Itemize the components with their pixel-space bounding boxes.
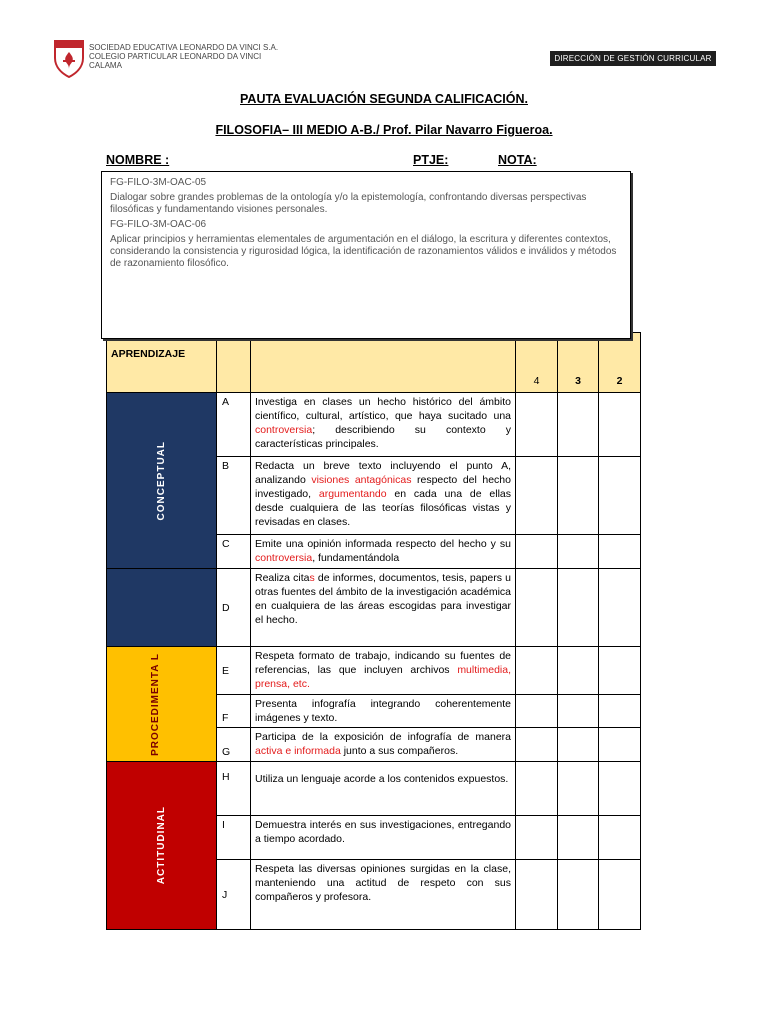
description-header bbox=[251, 333, 516, 393]
school-crest-icon bbox=[53, 38, 85, 78]
row-description: Demuestra interés en sus investigaciones, entregando a tiempo acordado. bbox=[251, 816, 516, 860]
score-cell-3[interactable] bbox=[558, 457, 599, 535]
letter-header bbox=[217, 333, 251, 393]
score-cell-2[interactable] bbox=[599, 393, 641, 457]
score-cell-2[interactable] bbox=[599, 569, 641, 647]
score-cell-4[interactable] bbox=[516, 860, 558, 930]
learning-header: APRENDIZAJE bbox=[107, 333, 217, 393]
row-letter: H bbox=[217, 762, 251, 816]
score-cell-3[interactable] bbox=[558, 762, 599, 816]
institution-line: CALAMA bbox=[89, 61, 122, 70]
score-col-3: 3 bbox=[558, 333, 599, 393]
score-cell-3[interactable] bbox=[558, 647, 599, 695]
score-cell-2[interactable] bbox=[599, 728, 641, 762]
category-procedimental bbox=[107, 647, 217, 762]
objective-text: Dialogar sobre grandes problemas de la ontología y/o la epistemología, confrontando diversas perspectivas filosóficas y fundamentando visiones personales. bbox=[110, 192, 587, 215]
row-letter: I bbox=[217, 816, 251, 860]
score-cell-3[interactable] bbox=[558, 535, 599, 569]
rubric-table bbox=[106, 332, 641, 930]
row-letter: G bbox=[217, 728, 251, 762]
table-row bbox=[107, 647, 641, 695]
document-title: PAUTA EVALUACIÓN SEGUNDA CALIFICACIÓN. bbox=[240, 92, 528, 106]
row-letter: D bbox=[217, 569, 251, 647]
score-cell-4[interactable] bbox=[516, 535, 558, 569]
row-letter: B bbox=[217, 457, 251, 535]
row-description: Redacta un breve texto incluyendo el punto A, analizando visiones antagónicas respecto del hecho investigado, argumentando en cada una de ellas desde cualquiera de las teorías filosóficas vistas y revisadas en clases. bbox=[251, 457, 516, 535]
objective-code: FG-FILO-3M-OAC-05 bbox=[110, 177, 207, 188]
score-cell-4[interactable] bbox=[516, 695, 558, 728]
category-conceptual bbox=[107, 393, 217, 569]
department-badge: DIRECCIÓN DE GESTIÓN CURRICULAR bbox=[550, 51, 716, 66]
row-description: Respeta las diversas opiniones surgidas en la clase, manteniendo una actitud de respeto con sus compañeros y profesora. bbox=[251, 860, 516, 930]
table-header-row bbox=[107, 333, 641, 393]
category-label: ACTITUDINAL bbox=[155, 806, 167, 885]
score-label: PTJE: bbox=[413, 153, 449, 167]
score-cell-2[interactable] bbox=[599, 647, 641, 695]
table-row bbox=[107, 762, 641, 816]
row-letter: J bbox=[217, 860, 251, 930]
category-label: PROCEDIMENTA L bbox=[149, 652, 161, 756]
score-cell-4[interactable] bbox=[516, 762, 558, 816]
score-cell-2[interactable] bbox=[599, 457, 641, 535]
row-description: Presenta infografía integrando coherentemente imágenes y texto. bbox=[251, 695, 516, 728]
row-description: Utiliza un lenguaje acorde a los contenidos expuestos. bbox=[251, 762, 516, 816]
score-cell-3[interactable] bbox=[558, 393, 599, 457]
name-label: NOMBRE : bbox=[106, 153, 170, 167]
institution-line: COLEGIO PARTICULAR LEONARDO DA VINCI bbox=[89, 52, 262, 61]
score-cell-4[interactable] bbox=[516, 457, 558, 535]
score-cell-2[interactable] bbox=[599, 535, 641, 569]
category-actitudinal bbox=[107, 762, 217, 930]
row-description: Participa de la exposición de infografía de manera activa e informada junto a sus compañeros. bbox=[251, 728, 516, 762]
score-col-4: 4 bbox=[516, 333, 558, 393]
score-cell-4[interactable] bbox=[516, 728, 558, 762]
score-cell-4[interactable] bbox=[516, 569, 558, 647]
score-cell-3[interactable] bbox=[558, 569, 599, 647]
row-description: Realiza citas de informes, documentos, tesis, papers u otras fuentes del ámbito de la investigación académica en cualquiera de las áreas escogidas para investigar el hecho. bbox=[251, 569, 516, 647]
row-description: Emite una opinión informada respecto del hecho y su controversia, fundamentándola bbox=[251, 535, 516, 569]
institution-line: SOCIEDAD EDUCATIVA LEONARDO DA VINCI S.A. bbox=[89, 43, 279, 52]
score-cell-3[interactable] bbox=[558, 860, 599, 930]
category-conceptual-continued bbox=[107, 569, 217, 647]
category-label: CONCEPTUAL bbox=[155, 440, 167, 521]
score-cell-3[interactable] bbox=[558, 728, 599, 762]
grade-label: NOTA: bbox=[498, 153, 537, 167]
score-cell-3[interactable] bbox=[558, 695, 599, 728]
row-letter: F bbox=[217, 695, 251, 728]
score-cell-4[interactable] bbox=[516, 393, 558, 457]
table-row bbox=[107, 393, 641, 457]
row-description: Respeta formato de trabajo, indicando su fuentes de referencias, las que incluyen archivos multimedia, prensa, etc. bbox=[251, 647, 516, 695]
score-cell-2[interactable] bbox=[599, 762, 641, 816]
row-letter: E bbox=[217, 647, 251, 695]
objectives-box bbox=[101, 171, 631, 339]
score-cell-4[interactable] bbox=[516, 816, 558, 860]
objective-text: Aplicar principios y herramientas elementales de argumentación en el diálogo, la escritura y diferentes contextos, considerando la consistencia y rigurosidad lógica, la identificación de razonamientos válidos e inválidos y métodos de razonamiento filosófico. bbox=[110, 234, 617, 269]
row-letter: A bbox=[217, 393, 251, 457]
score-col-2: 2 bbox=[599, 333, 641, 393]
objective-code: FG-FILO-3M-OAC-06 bbox=[110, 219, 207, 230]
institution-name bbox=[89, 43, 278, 70]
score-cell-2[interactable] bbox=[599, 695, 641, 728]
row-letter: C bbox=[217, 535, 251, 569]
score-cell-2[interactable] bbox=[599, 816, 641, 860]
score-cell-4[interactable] bbox=[516, 647, 558, 695]
row-description: Investiga en clases un hecho histórico del ámbito científico, cultural, artístico, que haya sucitado una controversia; describiendo su contexto y características principales. bbox=[251, 393, 516, 457]
document-subtitle: FILOSOFIA– III MEDIO A-B./ Prof. Pilar Navarro Figueroa. bbox=[215, 123, 553, 137]
table-row bbox=[107, 569, 641, 647]
score-cell-3[interactable] bbox=[558, 816, 599, 860]
score-cell-2[interactable] bbox=[599, 860, 641, 930]
